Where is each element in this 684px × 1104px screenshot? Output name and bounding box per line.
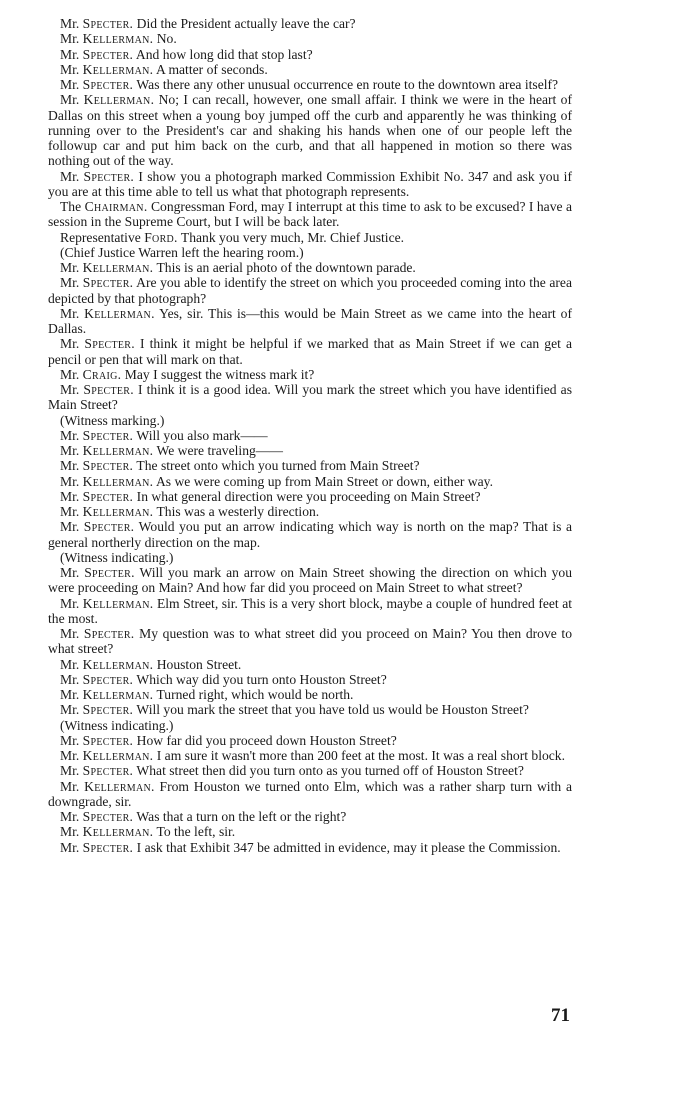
speaker-title: Mr. [60, 16, 80, 31]
testimony-paragraph [48, 16, 572, 31]
testimony-paragraph [48, 77, 572, 92]
speech-text: (Witness indicating.) [60, 717, 174, 733]
testimony-paragraph [48, 275, 572, 306]
speaker-title: Mr. [60, 839, 80, 855]
testimony-paragraph [48, 809, 572, 824]
testimony-paragraph [48, 763, 572, 778]
testimony-paragraph [48, 367, 572, 382]
speaker-title: Mr. [60, 778, 80, 794]
speech-text: I ask that Exhibit 347 be admitted in evidence, may it please the Commission. [136, 839, 561, 855]
testimony-paragraph [48, 474, 572, 489]
speaker-title: Mr. [60, 504, 80, 519]
speaker-name: Kellerman. [82, 473, 154, 489]
speech-text: (Witness indicating.) [60, 549, 174, 565]
speaker-title: Mr. [60, 748, 80, 763]
speech-text: No; I can recall, however, one small affair. I think we were in the heart of Dallas on this street when a young boy jumped off the curb and apparently he was thinking of running over to the President's car and shaking his hands when one of our people left the followup car and put him back on the curb, and that all happened in motion so there was nothing out of the way. [48, 92, 572, 169]
speaker-name: Specter. [82, 839, 134, 855]
speech-text: My question was to what street did you proceed on Main? You then drove to what street? [48, 626, 573, 657]
speech-text: To the left, sir. [156, 824, 236, 840]
speech-text: (Witness marking.) [60, 412, 165, 428]
testimony-paragraph [48, 230, 572, 245]
speech-text: (Chief Justice Warren left the hearing room.) [60, 244, 304, 260]
speech-text: I show you a photograph marked Commission Exhibit No. 347 and ask you if you are at this time able to tell us what that photograph represents. [48, 168, 572, 199]
testimony-paragraph [48, 47, 572, 62]
speaker-name: Kellerman. [84, 778, 155, 794]
speaker-title: Mr. [60, 305, 80, 321]
speaker-title: Mr. [60, 687, 80, 702]
speaker-name: Kellerman. [82, 687, 154, 702]
speech-text: Congressman Ford, may I interrupt at this time to ask to be excused? I have a session in the Supreme Court, but I will be back later. [48, 199, 572, 230]
speech-text: Which way did you turn onto Houston Street? [136, 671, 387, 687]
speaker-title: Mr. [60, 488, 80, 504]
speech-text: Houston Street. [156, 656, 242, 672]
testimony-body [48, 16, 572, 855]
speaker-title: Mr. [60, 443, 80, 458]
speech-text: Will you mark the street that you have told us would be Houston Street? [136, 702, 529, 718]
testimony-paragraph [48, 657, 572, 672]
speaker-title: Mr. [60, 92, 80, 108]
speaker-title: Mr. [60, 275, 80, 291]
testimony-paragraph [48, 824, 572, 839]
testimony-paragraph [48, 596, 572, 627]
speaker-name: Specter. [82, 275, 134, 291]
speaker-title: Mr. [60, 565, 80, 580]
testimony-paragraph [48, 519, 572, 550]
speaker-name: Specter. [82, 427, 134, 443]
speech-text: Turned right, which would be north. [156, 687, 354, 702]
speech-text: Was there any other unusual occurrence en route to the downtown area itself? [136, 77, 559, 92]
speaker-title: Mr. [60, 473, 80, 489]
speaker-title: Mr. [60, 458, 80, 474]
speech-text: And how long did that stop last? [135, 46, 313, 62]
speaker-title: Mr. [60, 824, 80, 840]
testimony-paragraph [48, 458, 572, 473]
speaker-title: Mr. [60, 260, 80, 275]
testimony-paragraph [48, 92, 572, 168]
speaker-name: Kellerman. [82, 61, 154, 77]
speech-text: Are you able to identify the street on which you proceeded coming into the area depicted by that photograph? [48, 275, 572, 306]
testimony-paragraph [48, 443, 572, 458]
speaker-name: Kellerman. [82, 656, 154, 672]
speech-text: From Houston we turned onto Elm, which was a rather sharp turn with a downgrade, sir. [48, 778, 572, 809]
speech-text: No. [156, 31, 177, 47]
testimony-paragraph [48, 565, 572, 596]
speaker-name: Chairman. [84, 199, 148, 214]
speaker-name: Specter. [84, 565, 135, 580]
testimony-paragraph [48, 687, 572, 702]
speaker-title: The [60, 199, 82, 214]
speaker-title: Mr. [60, 732, 80, 748]
speech-text: This was a westerly direction. [156, 504, 320, 519]
speaker-name: Specter. [82, 671, 134, 687]
speaker-title: Mr. [60, 656, 80, 672]
speaker-title: Mr. [60, 336, 80, 352]
speaker-title: Mr. [60, 77, 80, 92]
speaker-name: Specter. [82, 77, 134, 92]
speaker-name: Specter. [83, 168, 135, 184]
testimony-paragraph [48, 672, 572, 687]
speech-text: May I suggest the witness mark it? [124, 366, 315, 382]
speech-text: Was that a turn on the left or the right? [136, 809, 347, 824]
speaker-title: Mr. [60, 168, 80, 184]
speaker-title: Mr. [60, 366, 80, 382]
speech-text: Will you mark an arrow on Main Street showing the direction on which you were proceeding on Main? And how far did you proceed on Main Street to what street? [48, 565, 572, 596]
speaker-name: Specter. [82, 458, 134, 474]
speaker-title: Representative [60, 229, 141, 245]
speaker-title: Mr. [60, 702, 80, 718]
testimony-paragraph [48, 748, 572, 763]
speaker-name: Ford. [144, 229, 178, 245]
stage-direction [48, 718, 572, 733]
testimony-paragraph [48, 702, 572, 717]
testimony-paragraph [48, 382, 572, 413]
speaker-name: Kellerman. [82, 748, 154, 763]
speaker-title: Mr. [60, 31, 80, 47]
speaker-name: Kellerman. [84, 305, 155, 321]
speaker-name: Specter. [82, 763, 134, 779]
testimony-paragraph [48, 31, 572, 46]
testimony-paragraph [48, 626, 572, 657]
speech-text: Would you put an arrow indicating which way is north on the map? That is a general northerly direction on the map. [48, 519, 573, 550]
speaker-name: Kellerman. [83, 92, 155, 108]
speaker-title: Mr. [60, 626, 80, 641]
speech-text: A matter of seconds. [155, 61, 268, 77]
speech-text: This is an aerial photo of the downtown parade. [156, 260, 416, 275]
speaker-title: Mr. [60, 382, 80, 397]
speech-text: Did the President actually leave the car? [136, 16, 356, 31]
speaker-name: Kellerman. [82, 443, 154, 458]
testimony-paragraph [48, 306, 572, 337]
speaker-name: Kellerman. [82, 504, 154, 519]
speaker-name: Craig. [82, 366, 122, 382]
speech-text: Thank you very much, Mr. Chief Justice. [180, 229, 405, 245]
speech-text: Will you also mark—— [136, 427, 268, 443]
speaker-name: Specter. [82, 488, 134, 504]
speaker-name: Specter. [83, 626, 135, 641]
testimony-paragraph [48, 504, 572, 519]
speaker-name: Specter. [82, 702, 134, 718]
speaker-title: Mr. [60, 763, 80, 779]
page-number: 71 [551, 1005, 570, 1026]
testimony-paragraph [48, 428, 572, 443]
stage-direction [48, 413, 572, 428]
speaker-title: Mr. [60, 427, 80, 443]
speech-text: Elm Street, sir. This is a very short block, maybe a couple of hundred feet at the most. [48, 595, 573, 626]
testimony-paragraph [48, 840, 572, 855]
speaker-title: Mr. [60, 809, 80, 824]
testimony-paragraph [48, 779, 572, 810]
speaker-title: Mr. [60, 595, 80, 611]
speaker-title: Mr. [60, 61, 80, 77]
testimony-paragraph [48, 62, 572, 77]
speech-text: How far did you proceed down Houston Street? [136, 732, 397, 748]
speech-text: In what general direction were you proceeding on Main Street? [136, 488, 481, 504]
speaker-name: Specter. [82, 16, 134, 31]
speaker-name: Specter. [83, 382, 134, 397]
testimony-paragraph [48, 169, 572, 200]
speaker-name: Kellerman. [82, 824, 154, 840]
speech-text: I am sure it wasn't more than 200 feet at the most. It was a real short block. [156, 748, 565, 763]
speech-text: I think it is a good idea. Will you mark the street which you have identified as Main Street? [48, 382, 572, 413]
speaker-name: Specter. [84, 336, 135, 352]
speech-text: As we were coming up from Main Street or down, either way. [155, 473, 493, 489]
speaker-name: Specter. [82, 809, 134, 824]
speaker-title: Mr. [60, 671, 80, 687]
testimony-paragraph [48, 199, 572, 230]
stage-direction [48, 550, 572, 565]
speech-text: The street onto which you turned from Main Street? [136, 458, 420, 474]
testimony-paragraph [48, 489, 572, 504]
speaker-name: Kellerman. [82, 260, 154, 275]
speaker-title: Mr. [60, 519, 80, 535]
speaker-name: Specter. [82, 732, 134, 748]
speech-text: Yes, sir. This is—this would be Main Street as we came into the heart of Dallas. [48, 305, 572, 336]
speech-text: What street then did you turn onto as you turned off of Houston Street? [136, 763, 524, 779]
speech-text: I think it might be helpful if we marked that as Main Street if we can get a pencil or pen that will mark on that. [48, 336, 572, 367]
testimony-paragraph [48, 260, 572, 275]
speaker-name: Specter. [82, 46, 134, 62]
stage-direction [48, 245, 572, 260]
testimony-paragraph [48, 336, 572, 367]
speaker-name: Kellerman. [82, 595, 154, 611]
speech-text: We were traveling—— [156, 443, 283, 458]
speaker-name: Kellerman. [82, 31, 154, 47]
speaker-title: Mr. [60, 46, 80, 62]
testimony-paragraph [48, 733, 572, 748]
speaker-name: Specter. [83, 519, 135, 535]
